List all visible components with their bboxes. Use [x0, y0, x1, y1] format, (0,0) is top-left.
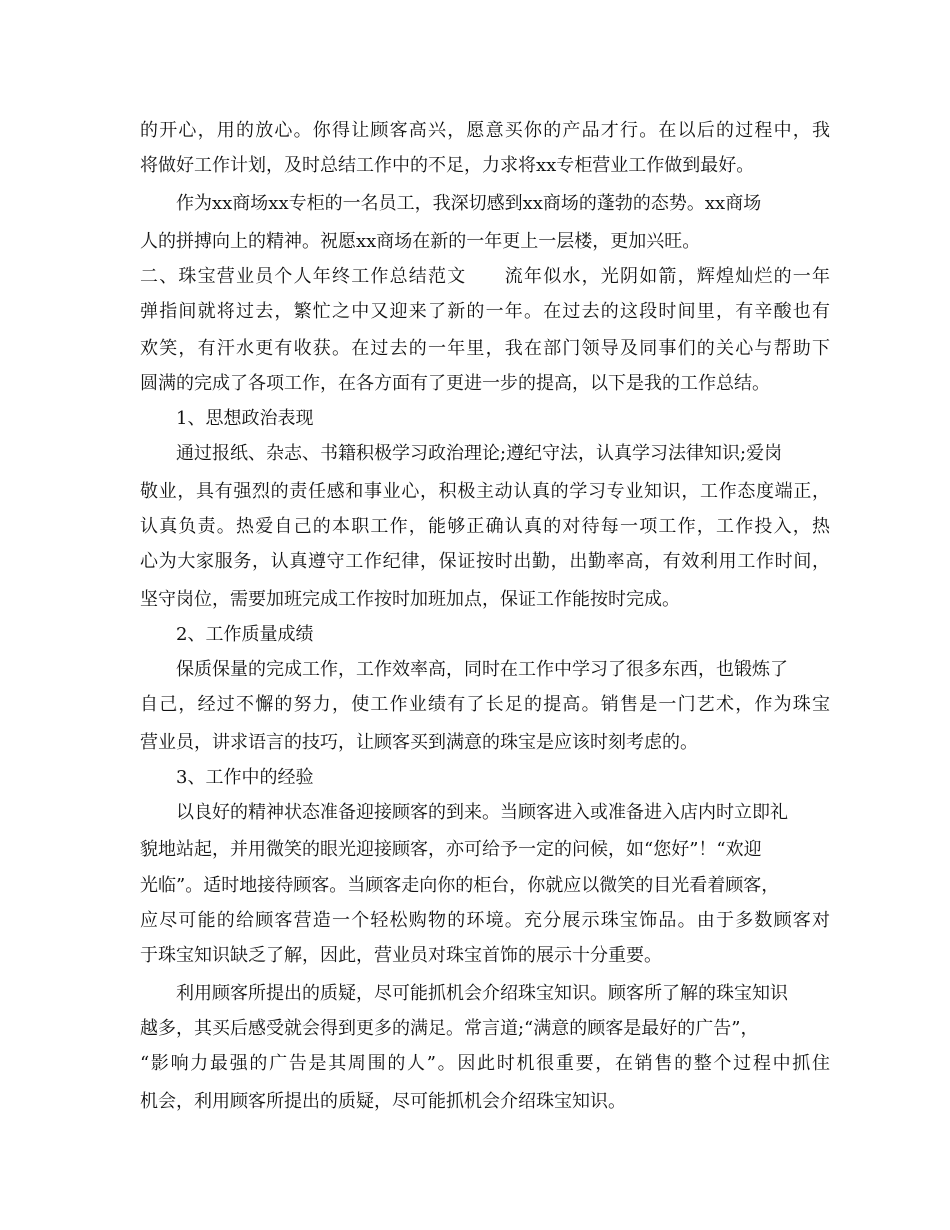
- text-line: 自己，经过不懈的努力，使工作业绩有了长足的提高。销售是一门艺术，作为珠宝: [140, 694, 830, 715]
- text-line: “影响力最强的广告是其周围的人”。因此时机很重要，在销售的整个过程中抓住: [140, 1053, 830, 1074]
- text-line: 将做好工作计划，及时总结工作中的不足，力求将xx专柜营业工作做到最好。: [140, 155, 755, 176]
- text-line: 心为大家服务，认真遵守工作纪律，保证按时出勤，出勤率高，有效利用工作时间，: [140, 551, 830, 572]
- text-line: 于珠宝知识缺乏了解，因此，营业员对珠宝首饰的展示十分重要。: [140, 945, 662, 966]
- section-heading: 3、工作中的经验: [176, 767, 314, 788]
- text-line: 作为xx商场xx专柜的一名员工，我深切感到xx商场的蓬勃的态势。xx商场: [176, 193, 762, 214]
- text-line: 的开心，用的放心。你得让顾客高兴，愿意买你的产品才行。在以后的过程中，我: [140, 120, 830, 141]
- text-line: 利用顾客所提出的质疑，尽可能抓机会介绍珠宝知识。顾客所了解的珠宝知识: [176, 983, 788, 1004]
- text-line: 敬业，具有强烈的责任感和事业心，积极主动认真的学习专业知识，工作态度端正，: [140, 481, 830, 502]
- text-line: 人的拼搏向上的精神。祝愿xx商场在新的一年更上一层楼，更加兴旺。: [140, 231, 701, 252]
- text-line: 光临”。适时地接待顾客。当顾客走向你的柜台，你就应以微笑的目光看着顾客，: [140, 875, 780, 896]
- text-line: 应尽可能的给顾客营造一个轻松购物的环境。充分展示珠宝饰品。由于多数顾客对: [140, 910, 830, 931]
- text-line: 欢笑，有汗水更有收获。在过去的一年里，我在部门领导及同事们的关心与帮助下: [140, 338, 830, 359]
- text-line: 圆满的完成了各项工作，在各方面有了更进一步的提高，以下是我的工作总结。: [140, 373, 770, 394]
- text-line: 貌地站起，并用微笑的眼光迎接顾客，亦可给予一定的问候，如“您好”！“欢迎: [140, 839, 762, 860]
- text-line: 二、珠宝营业员个人年终工作总结范文 流年似水，光阴如箭，辉煌灿烂的一年: [140, 266, 830, 287]
- text-line: 以良好的精神状态准备迎接顾客的到来。当顾客进入或准备进入店内时立即礼: [176, 802, 788, 823]
- text-line: 营业员，讲求语言的技巧，让顾客买到满意的珠宝是应该时刻考虑的。: [140, 732, 698, 753]
- text-line: 通过报纸、杂志、书籍积极学习政治理论;遵纪守法，认真学习法律知识;爱岗: [176, 443, 783, 464]
- text-line: 坚守岗位，需要加班完成工作按时加班加点，保证工作能按时完成。: [140, 589, 680, 610]
- text-line: 保质保量的完成工作，工作效率高，同时在工作中学习了很多东西，也锻炼了: [176, 659, 788, 680]
- section-heading: 1、思想政治表现: [176, 408, 314, 429]
- text-line: 越多，其买后感受就会得到更多的满足。常言道;“满意的顾客是最好的广告”，: [140, 1018, 759, 1039]
- text-line: 机会，利用顾客所提出的质疑，尽可能抓机会介绍珠宝知识。: [140, 1091, 626, 1112]
- text-line: 弹指间就将过去，繁忙之中又迎来了新的一年。在过去的这段时间里，有辛酸也有: [140, 301, 830, 322]
- section-heading: 2、工作质量成绩: [176, 624, 314, 645]
- text-line: 认真负责。热爱自己的本职工作，能够正确认真的对待每一项工作，工作投入，热: [140, 516, 830, 537]
